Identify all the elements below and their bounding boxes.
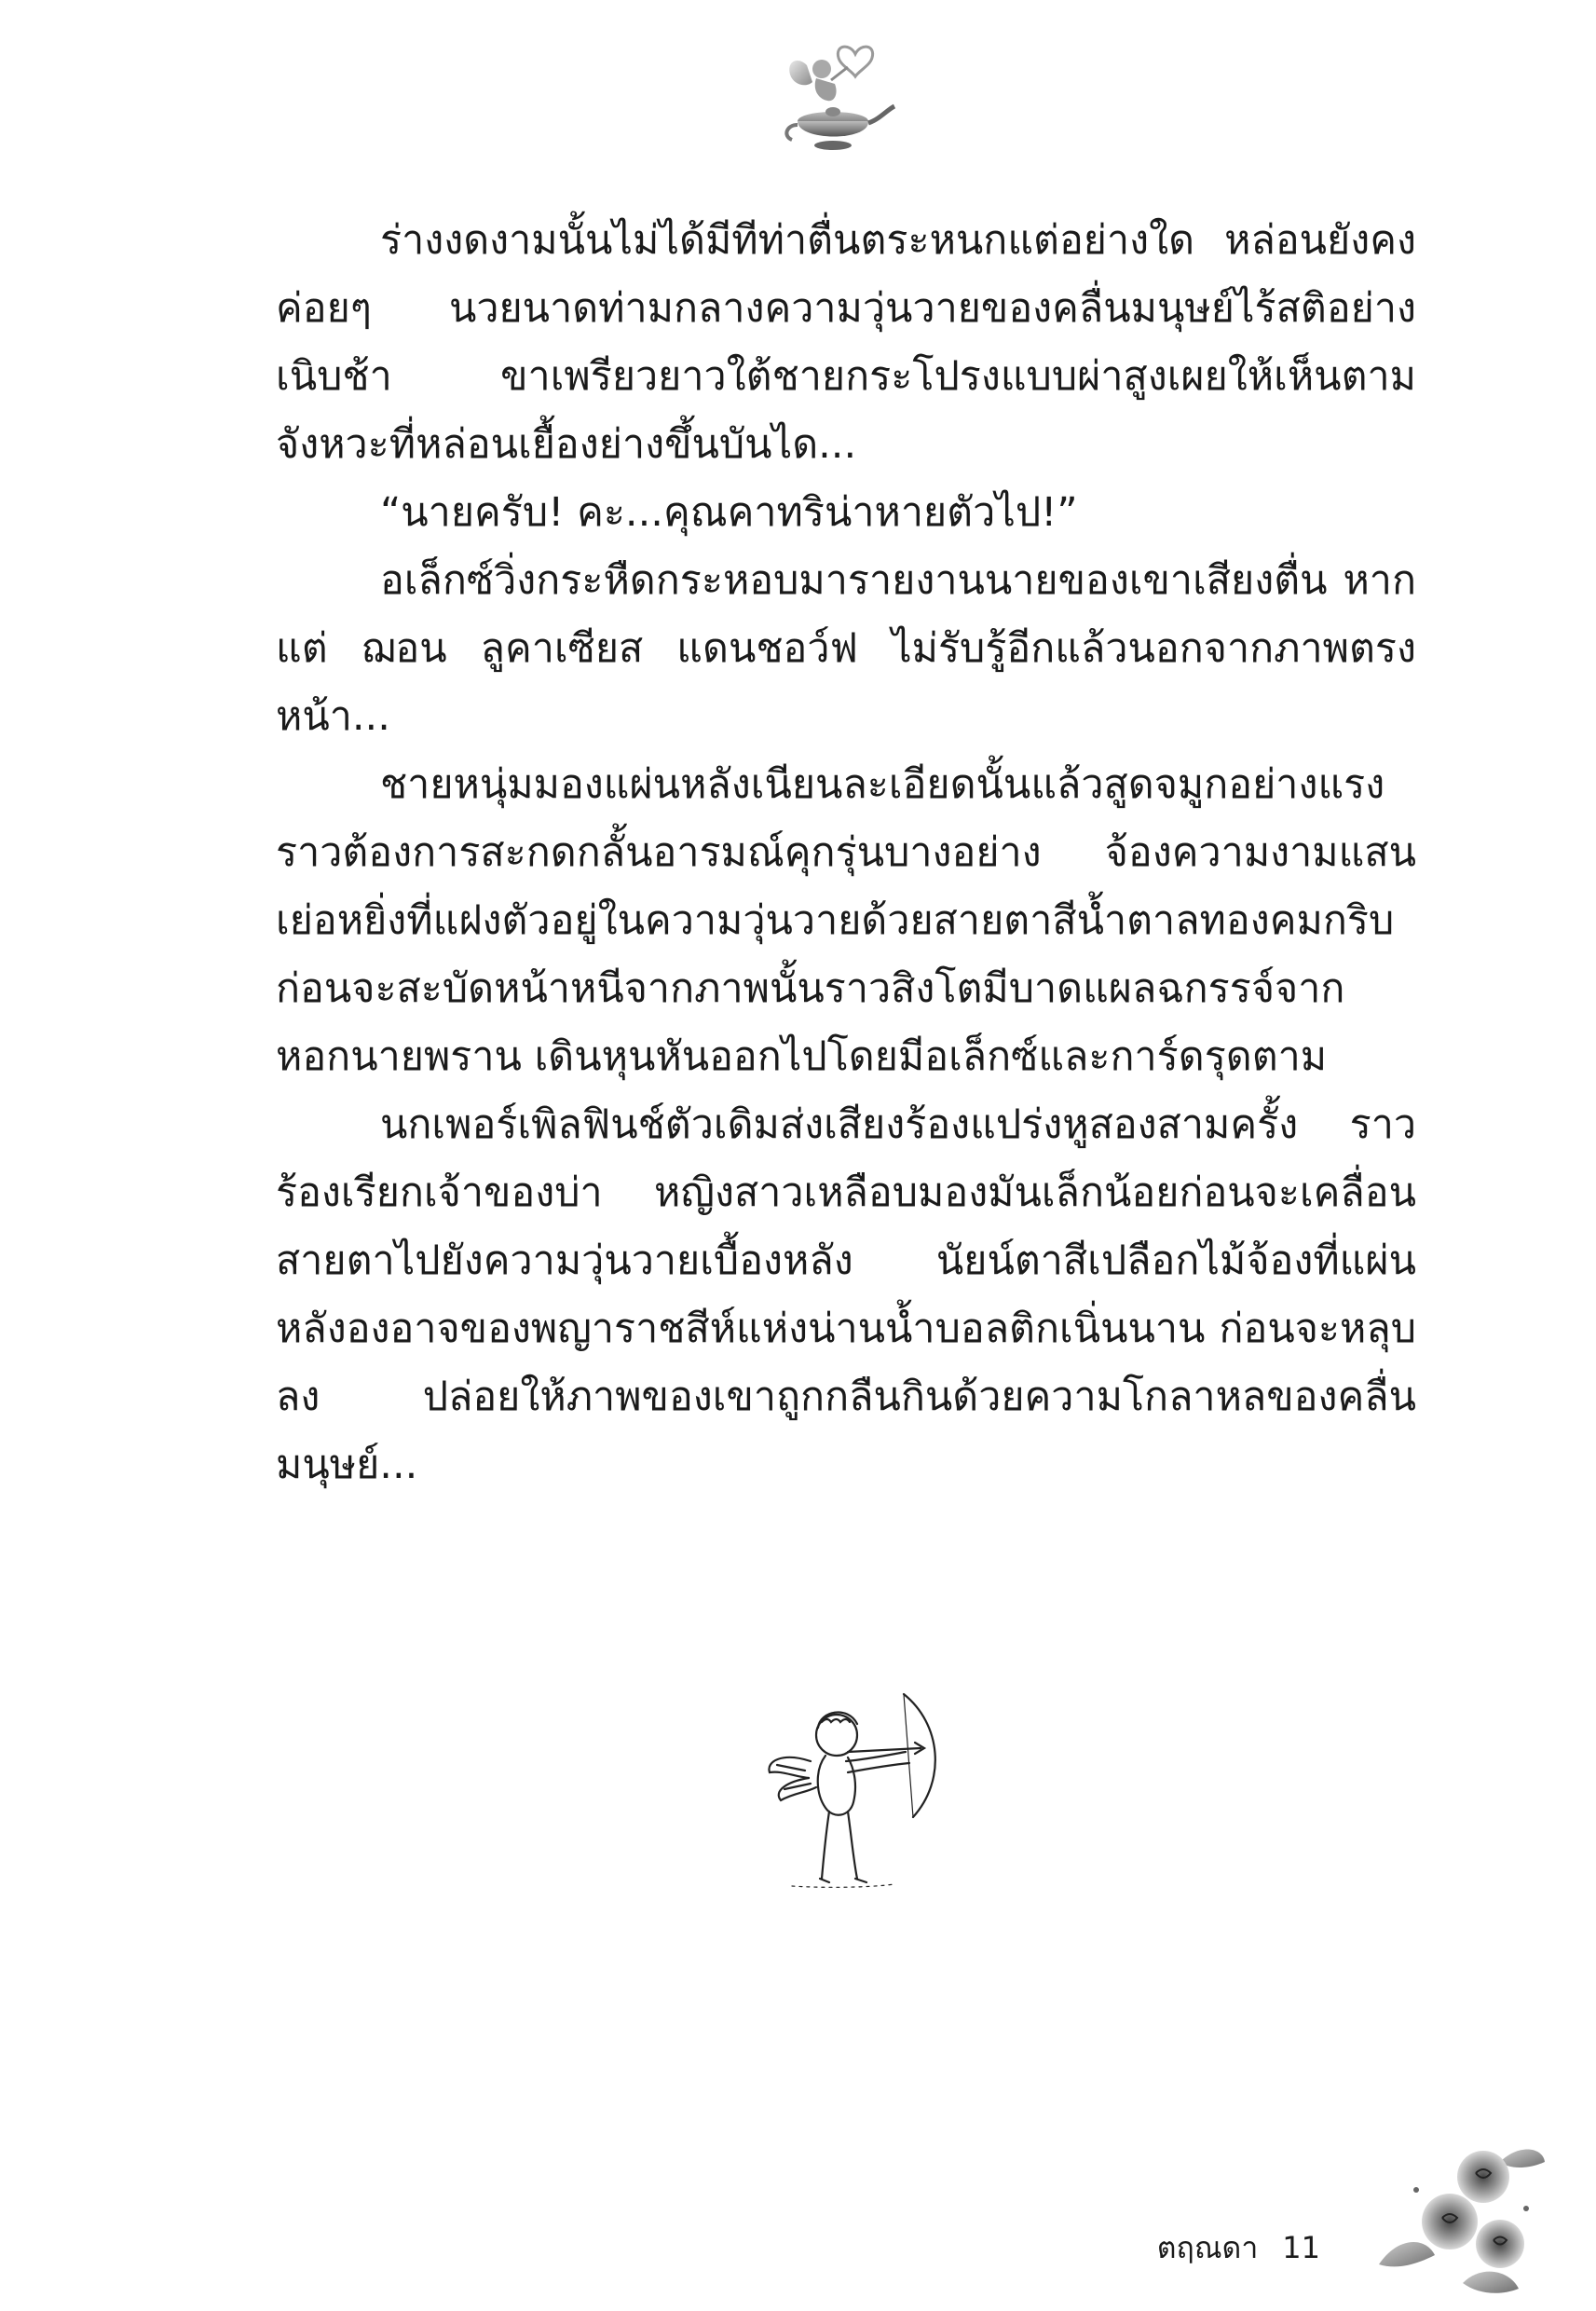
paragraph: นกเพอร์เพิลฟินช์ตัวเดิมส่งเสียงร้องแปร่งหูสองสามครั้ง ราวร้องเรียกเจ้าของบ่า หญิงสาวเหลือบมองมันเล็กน้อยก่อนจะเคลื่อนสายตาไปยังความวุ่นวายเบื้องหลัง นัยน์ตาสีเปลือกไม้จ้องที่แผ่นหลังองอาจของพญาราชสีห์แห่งน่านน้ำบอลติกเนิ่นนาน ก่อนจะหลุบลง ปล่อยให้ภาพของเขาถูกกลืนกินด้วยความโกลาหลของคลื่นมนุษย์... xyxy=(276,1101,1416,1488)
page-footer xyxy=(1157,2229,1320,2266)
roses-corner-ornament xyxy=(1360,2125,1547,2302)
paragraph: ร่างงดงามนั้นไม่ได้มีทีท่าตื่นตระหนกแต่อย่างใด หล่อนยังคงค่อยๆ นวยนาดท่ามกลางความวุ่นวายของคลื่นมนุษย์ไร้สติอย่างเนิบช้า ขาเพรียวยาวใต้ชายกระโปรงแบบผ่าสูงเผยให้เห็นตามจังหวะที่หล่อนเยื้องย่างขึ้นบันได... xyxy=(276,217,1416,468)
cupid-lamp-ornament-icon xyxy=(770,28,900,168)
footer-author: ตฤณดา xyxy=(1156,2230,1259,2265)
paragraph: อเล็กซ์วิ่งกระหืดกระหอบมารายงานนายของเขาเสียงตื่น หากแต่ ฌอน ลูคาเซียส แดนชอว์ฟ ไม่รับรู้อีกแล้วนอกจากภาพตรงหน้า... xyxy=(276,557,1416,740)
paragraph: ชายหนุ่มมองแผ่นหลังเนียนละเอียดนั้นแล้วสูดจมูกอย่างแรง ราวต้องการสะกดกลั้นอารมณ์คุกรุ่นบางอย่าง จ้องความงามแสนเย่อหยิ่งที่แฝงตัวอยู่ในความวุ่นวายด้วยสายตาสีน้ำตาลทองคมกริบ ก่อนจะสะบัดหน้าหนีจากภาพนั้นราวสิงโตมีบาดแผลฉกรรจ์จากหอกนายพราน เดินหุนหันออกไปโดยมีอเล็กซ์และการ์ดรุดตาม xyxy=(276,761,1416,1080)
page-number: 11 xyxy=(1282,2230,1320,2265)
paragraph: “นายครับ! คะ...คุณคาทริน่าหายตัวไป!” xyxy=(380,489,1078,536)
cupid-archer-illustration xyxy=(764,1687,950,1901)
story-body xyxy=(276,207,1416,1499)
